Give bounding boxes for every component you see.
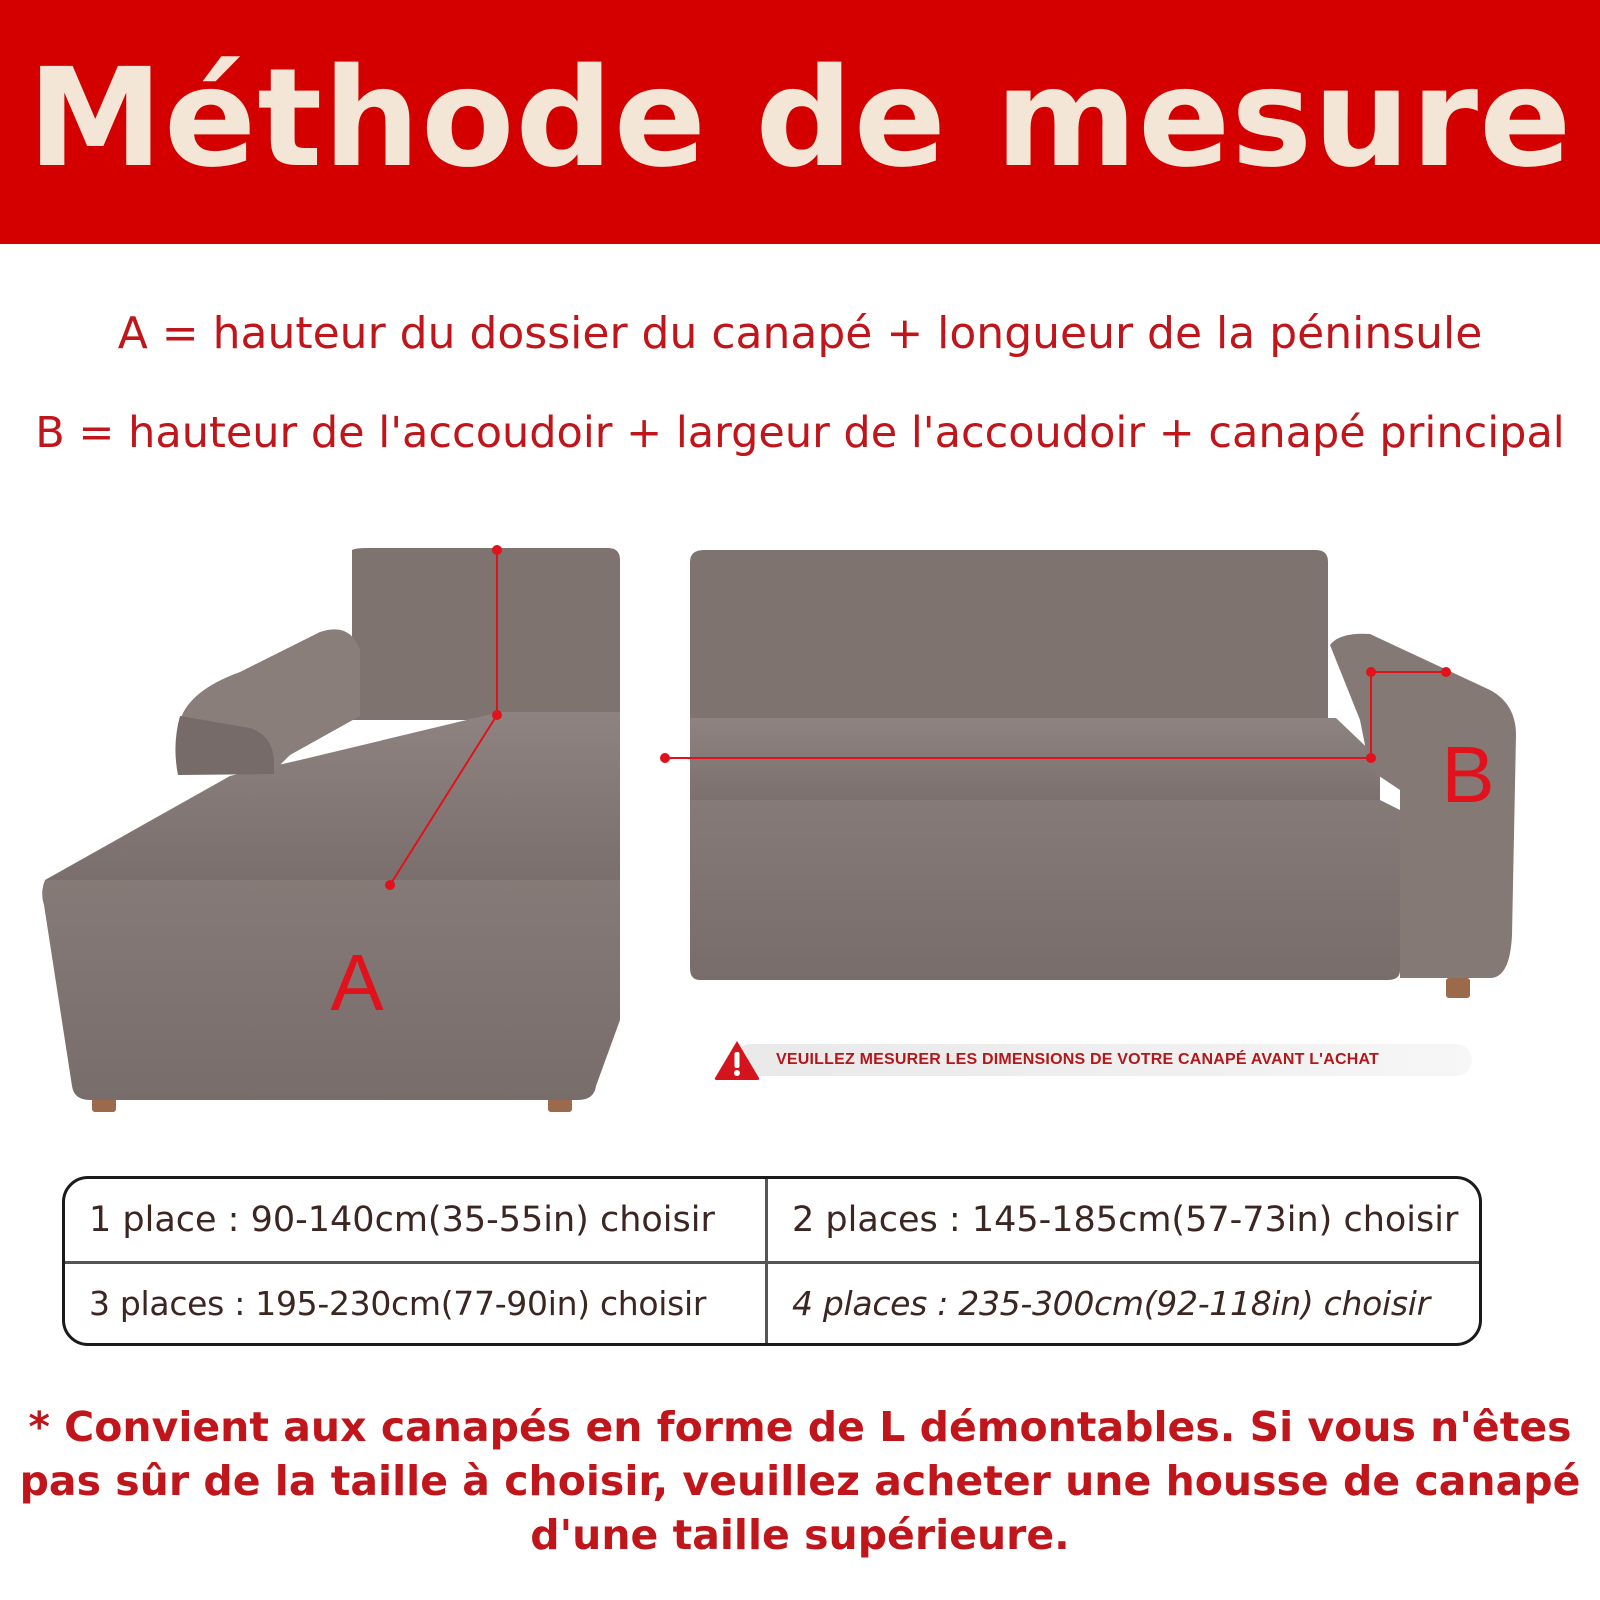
sofa-front (690, 800, 1400, 980)
warning-text: VEUILLEZ MESURER LES DIMENSIONS DE VOTRE CANAPÉ AVANT L'ACHAT (776, 1051, 1379, 1068)
formula-b: B = hauteur de l'accoudoir + largeur de l'accoudoir + canapé principal (35, 408, 1565, 458)
page-title: Méthode de mesure (27, 40, 1573, 198)
fit-note: * Convient aux canapés en forme de L démontables. Si vous n'êtes pas sûr de la taille à choisir, veuillez acheter une housse de canapé d'une taille supérieure. (19, 1403, 1581, 1559)
size-cell-4-places: 4 places : 235-300cm(92-118in) choisir (765, 1261, 1479, 1343)
measure-point (492, 545, 502, 555)
sofa-leg (1446, 978, 1470, 998)
chaise-seat (45, 712, 620, 880)
size-cell-2-places: 2 places : 145-185cm(57-73in) choisir (765, 1179, 1479, 1261)
warning-banner (712, 1042, 1472, 1078)
measure-point (1441, 667, 1451, 677)
straight-sofa (660, 550, 1516, 998)
formula-a: A = hauteur du dossier du canapé + longueur de la péninsule (117, 308, 1483, 359)
measure-point (1366, 753, 1376, 763)
warning-triangle-icon (712, 1038, 762, 1082)
measure-point (1366, 667, 1376, 677)
measure-point (492, 710, 502, 720)
measure-point (660, 753, 670, 763)
chaise-sofa (42, 545, 620, 1112)
backrest (352, 548, 620, 720)
measure-point (385, 880, 395, 890)
seat-cushion (690, 718, 1380, 805)
size-table (62, 1176, 1482, 1346)
label-b: B (1441, 730, 1495, 819)
size-cell-1-place: 1 place : 90-140cm(35-55in) choisir (89, 1200, 715, 1240)
size-cell-3-places: 3 places : 195-230cm(77-90in) choisir (65, 1261, 765, 1343)
sofa-leg (548, 1098, 572, 1112)
backrest (690, 550, 1328, 725)
sofa-leg (92, 1098, 116, 1112)
label-a: A (330, 938, 384, 1027)
sofa-measurement-illustration (0, 520, 1600, 1120)
title-banner (0, 0, 1600, 244)
